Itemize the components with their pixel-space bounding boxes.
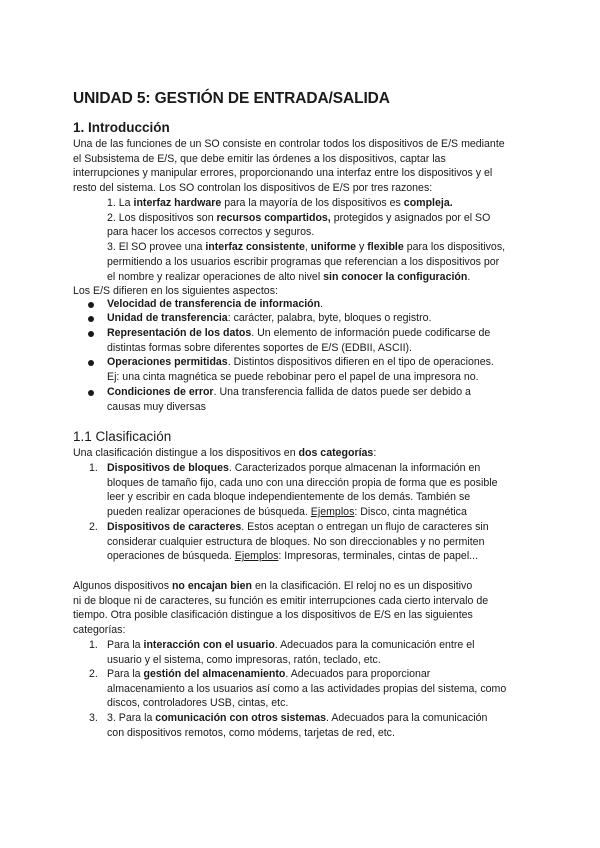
list-item-dispositivos-bloques: Dispositivos de bloques. Caracterizados porque almacenan la información en bloques de tamaño fijo, cada uno con una dirección propia de forma que es posible leer y escribir en cada bloque independientemente de los demás. También se pueden realizar operaciones de búsqueda. Ejemplos: Disco, cinta magnética <box>107 462 498 519</box>
reason-list <box>107 196 537 284</box>
list-number: 1. <box>89 462 98 474</box>
clasificacion-intro: Una clasificación distingue a los dispositivos en dos categorías: <box>73 447 377 459</box>
other-classification-paragraph: Algunos dispositivos no encajan bien en la clasificación. El reloj no es un dispositivo ni de bloque ni de caracteres, su función es emitir interrupciones cada cierto intervalo de tiempo. Otra posible clasificación distingue a los dispositivos de E/S en las siguientes categorías: <box>73 580 489 637</box>
list-item: Condiciones de error. Una transferencia fallida de datos puede ser debido a causas muy diversas <box>107 386 471 413</box>
text-line: interrupciones y manipular errores, proporcionando una interfaz entre los dispositivos y el <box>73 167 493 180</box>
list-item: Operaciones permitidas. Distintos dispositivos difieren en el tipo de operaciones. Ej: una cinta magnética se puede rebobinar pero el papel de una impresora no. <box>107 356 494 383</box>
list-item-gestion-almacenamiento: Para la gestión del almacenamiento. Adecuados para proporcionar almacenamiento a los usuarios así como a las actividades propias del sistema, como discos, controladores USB, cintas, etc. <box>107 668 507 710</box>
list-number: 3. <box>89 712 98 724</box>
bullet-icon <box>88 302 94 308</box>
list-number: 1. <box>89 639 98 651</box>
list-item: Unidad de transferencia: carácter, palabra, byte, bloques o registro. <box>107 312 432 324</box>
bullet-icon <box>88 390 94 396</box>
list-item: Representación de los datos. Un elemento de información puede codificarse de distintas formas sobre diferentes soportes de E/S (EDBII, ASCII). <box>107 327 491 354</box>
bullet-icon <box>88 360 94 366</box>
bullet-icon <box>88 316 94 322</box>
text-line: resto del sistema. Los SO controlan los dispositivos de E/S por tres razones: <box>73 182 433 195</box>
differ-intro: Los E/S difieren en los siguientes aspectos: <box>73 285 278 297</box>
bullet-icon <box>88 331 94 337</box>
reason-item-2: 2. Los dispositivos son recursos compartidos, protegidos y asignados por el SO <box>107 211 491 224</box>
list-item: Velocidad de transferencia de información. <box>107 298 324 310</box>
list-item-dispositivos-caracteres: Dispositivos de caracteres. Estos aceptan o entregan un flujo de caracteres sin considerar cualquier estructura de bloques. No son direccionables y no permiten operaciones de búsqueda. Ejemplos: Impresoras, terminales, cintas de papel... <box>107 521 489 563</box>
document-title: UNIDAD 5: GESTIÓN DE ENTRADA/SALIDA <box>73 90 390 107</box>
reason-item-3-cont: permitiendo a los usuarios escribir programas que referencian a los dispositivos por <box>107 255 500 268</box>
reason-item-2-cont: para hacer los accesos correctos y seguros. <box>107 226 315 239</box>
section-heading-introduccion: 1. Introducción <box>73 120 170 135</box>
text-line: el Subsistema de E/S, que debe emitir las órdenes a los dispositivos, captar las <box>73 152 446 165</box>
list-number: 2. <box>89 668 98 680</box>
reason-item-3-cont2: el nombre y realizar operaciones de alto nivel sin conocer la configuración. <box>107 270 471 283</box>
intro-paragraph <box>73 137 531 196</box>
section-heading-clasificacion: 1.1 Clasificación <box>73 429 172 444</box>
list-number: 2. <box>89 521 98 533</box>
list-item-interaccion-usuario: Para la interacción con el usuario. Adecuados para la comunicación entre el usuario y el sistema, como impresoras, ratón, teclado, etc. <box>107 639 475 666</box>
reason-item-3: 3. El SO provee una interfaz consistente, uniforme y flexible para los dispositivos, <box>107 241 506 254</box>
text-line: Una de las funciones de un SO consiste en controlar todos los dispositivos de E/S mediante <box>73 138 505 150</box>
reason-item-1: 1. La interfaz hardware para la mayoría de los dispositivos es compleja. <box>107 197 453 209</box>
list-item-comunicacion-sistemas: 3. Para la comunicación con otros sistemas. Adecuados para la comunicación con dispositivos remotos, como módems, tarjetas de red, etc. <box>107 712 488 739</box>
